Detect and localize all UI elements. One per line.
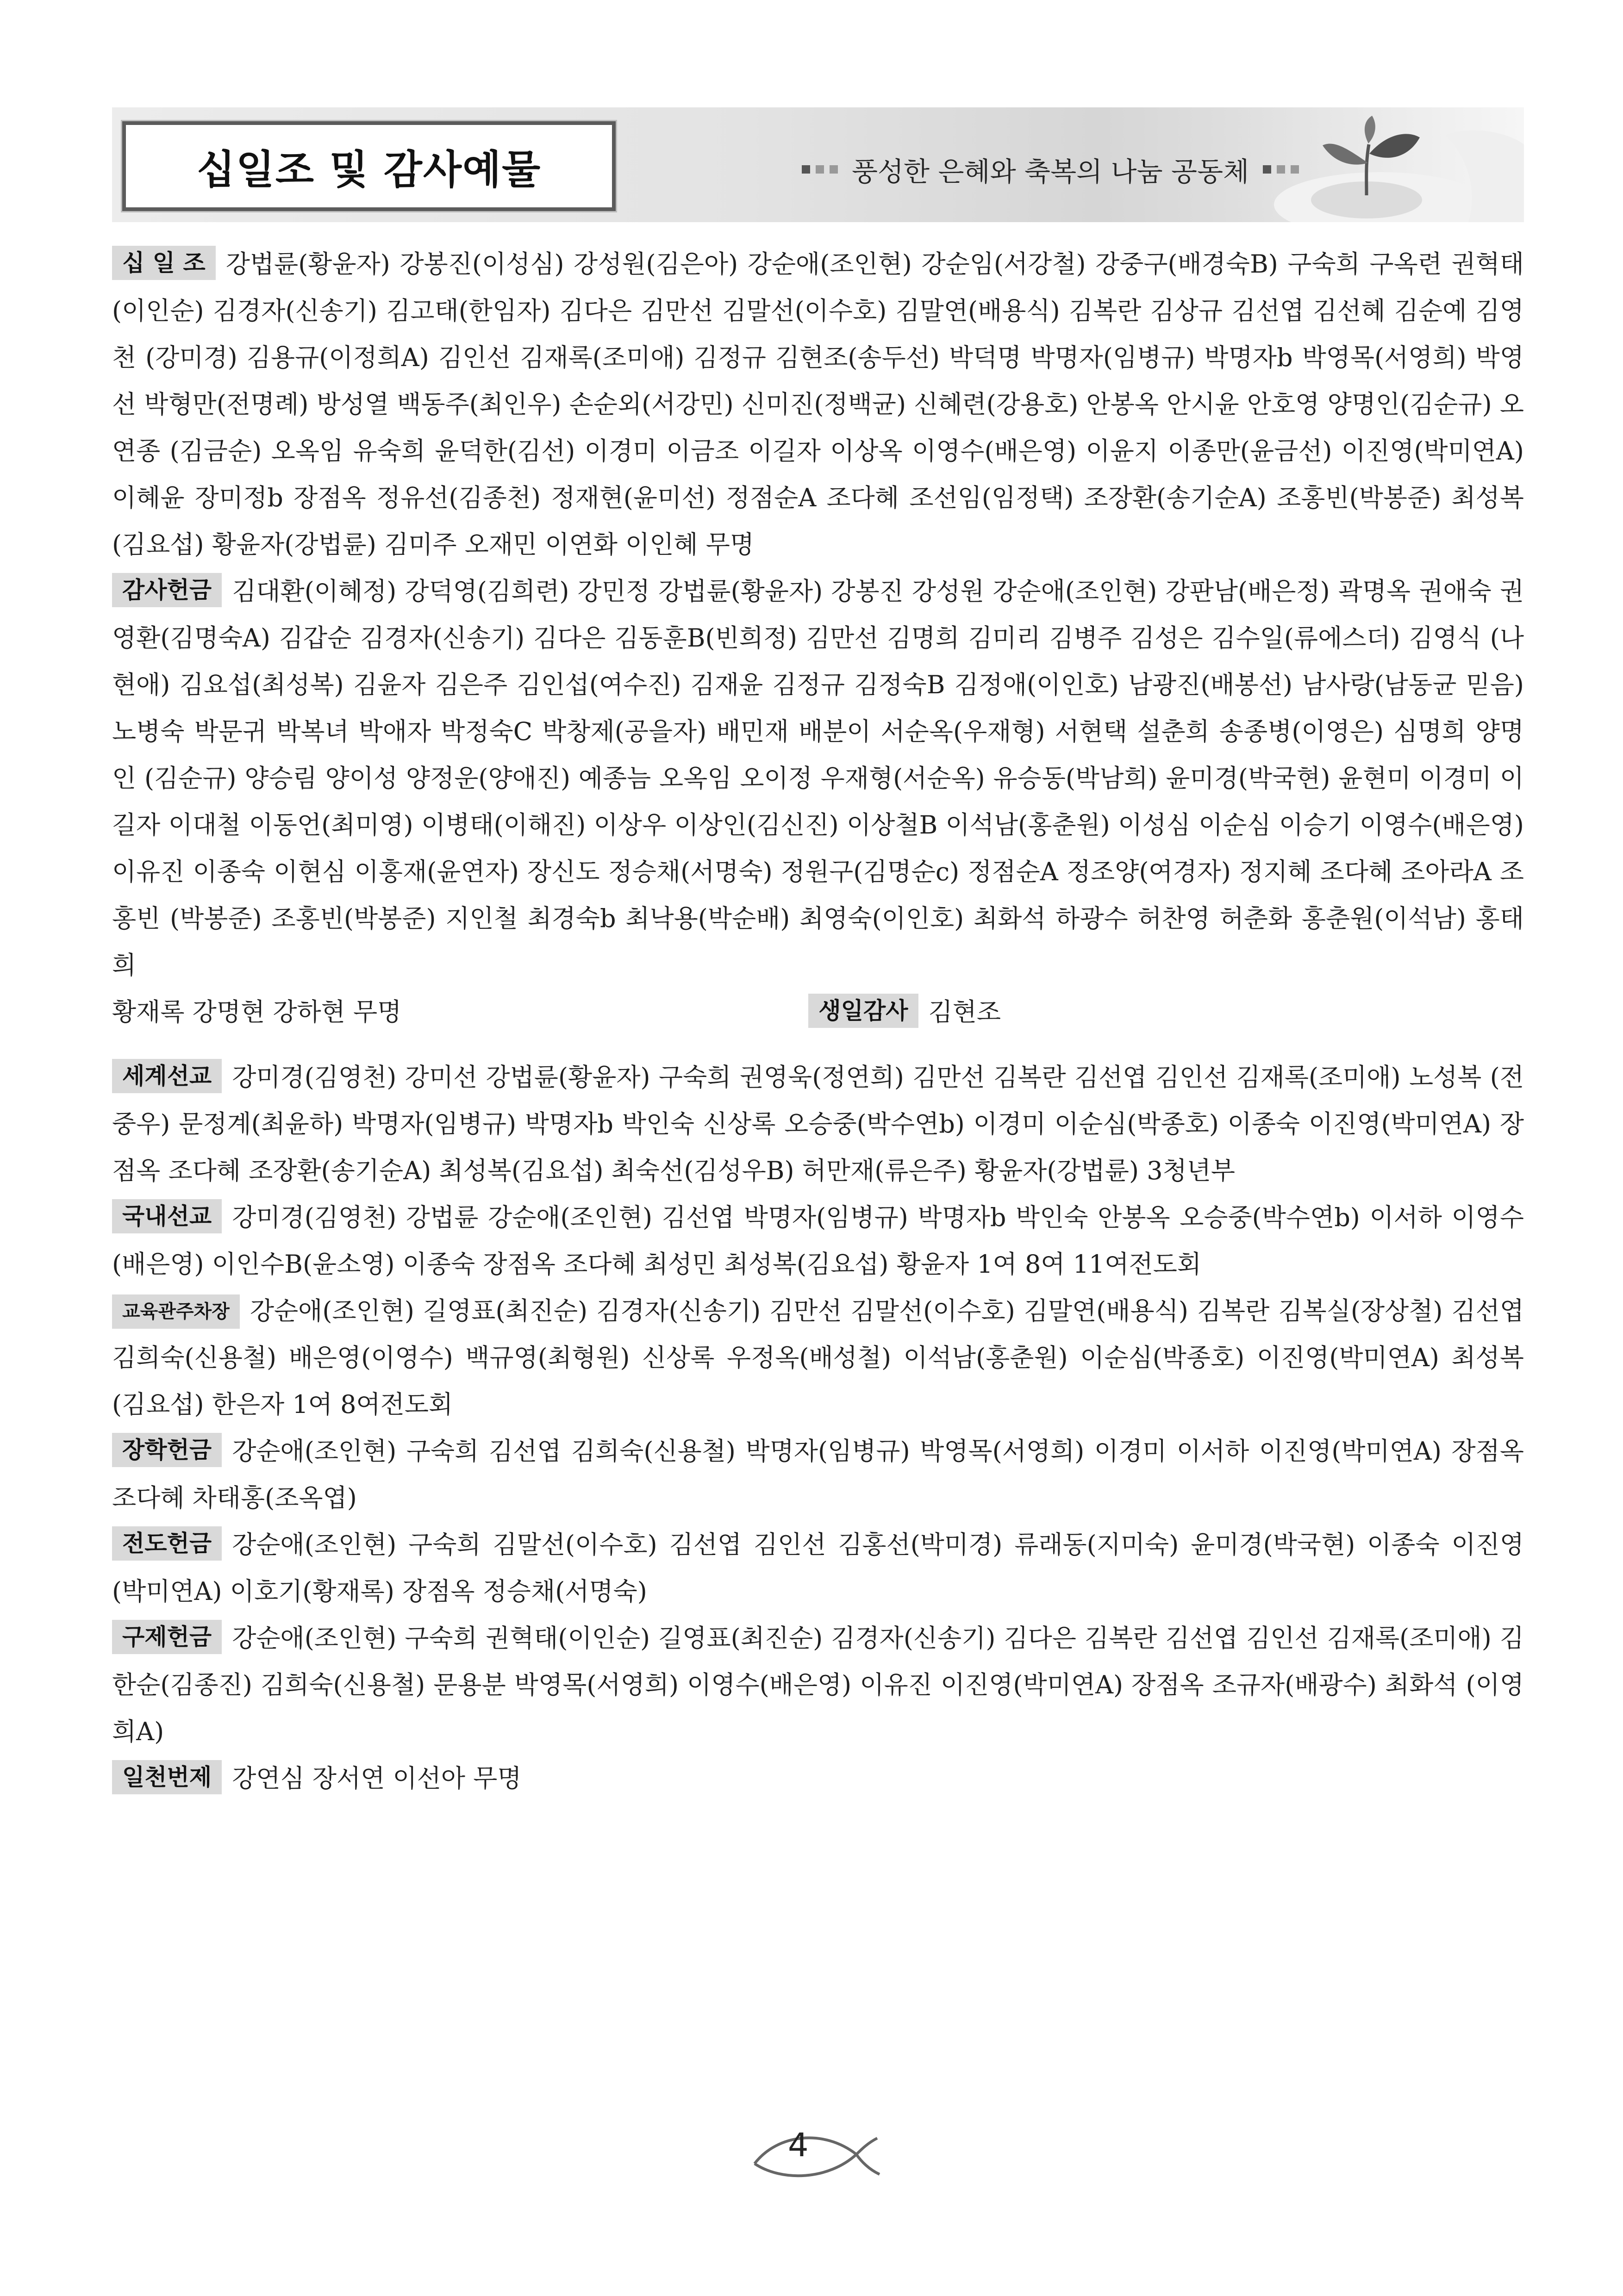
section-one-thousand-offering xyxy=(112,1755,1524,1802)
ichthys-fish-icon xyxy=(745,2120,884,2189)
section-names: 강순애(조인현) 길영표(최진순) 김경자(신송기) 김만선 김말선(이수호) 김말연(배용식) 김복란 김복실(장상철) 김선엽 김희숙(신용철) 배은영(이영수) 백규영(최형원) 신상록 우정옥(배성철) 이석남(홍춘원) 이순심(박종호) 이진영(박미연A) 최성복 (김요섭) 한은자 1여 8여전도회 xyxy=(112,1296,1524,1419)
section-label: 교육관주차장 xyxy=(112,1294,240,1329)
section-label: 구제헌금 xyxy=(112,1620,222,1654)
subtitle-row xyxy=(802,150,1299,189)
section-label: 생일감사 xyxy=(808,994,918,1028)
section-names: 강법륜(황윤자) 강봉진(이성심) 강성원(김은아) 강순애(조인현) 강순임(서강철) 강중구(배경숙B) 구숙희 구옥련 권혁태 (이인순) 김경자(신송기) 김고태(한임자) 김다은 김만선 김말선(이수호) 김말연(배용식) 김복란 김상규 김선엽 김선혜 김순예 김영천 (강미경) 김용규(이정희A) 김인선 김재록(조미애) 김정규 김현조(송두선) 박덕명 박명자(임병규) 박명자b 박영목(서영희) 박영선 박형만(전명례) 방성열 백동주(최인우) 손순외(서강민) 신미진(정백균) 신혜련(강용호) 안봉옥 안시윤 안호영 양명인(김순규) 오연종 (김금순) 오옥임 유숙희 윤덕한(김선) 이경미 이금조 이길자 이상옥 이영수(배은영) 이윤지 이종만(윤금선) 이진영(박미연A) 이혜윤 장미정b 장점옥 정유선(김종천) 정재현(윤미선) 정점순A 조다혜 조선임(임정택) 조장환(송기순A) 조홍빈(박봉준) 최성복(김요섭) 황윤자(강법륜) 김미주 오재민 이연화 이인혜 무명 xyxy=(112,249,1524,559)
offering-list xyxy=(112,241,1524,1802)
section-names: 황재록 강명현 강하현 무명 xyxy=(112,997,402,1027)
section-names: 김현조 xyxy=(928,997,1001,1027)
page-title: 십일조 및 감사예물 xyxy=(196,147,542,193)
section-names: 강연심 장서연 이선아 무명 xyxy=(232,1764,522,1793)
section-relief xyxy=(112,1615,1524,1755)
section-names: 강순애(조인현) 구숙희 권혁태(이인순) 길영표(최진순) 김경자(신송기) 김다은 김복란 김선엽 김인선 김재록(조미애) 김한순(김종진) 김희숙(신용철) 문용분 박영목(서영희) 이영수(배은영) 이유진 이진영(박미연A) 장점옥 조규자(배광수) 최화석 (이영희A) xyxy=(112,1624,1524,1746)
section-label: 감사헌금 xyxy=(112,573,222,607)
section-label: 일천번제 xyxy=(112,1760,222,1794)
title-box xyxy=(122,121,616,211)
section-world-mission xyxy=(112,1054,1524,1194)
section-evangelism xyxy=(112,1521,1524,1615)
section-scholarship xyxy=(112,1428,1524,1521)
section-label: 전도헌금 xyxy=(112,1526,222,1561)
section-label: 장학헌금 xyxy=(112,1433,222,1467)
section-thanks xyxy=(112,568,1524,989)
page-footer xyxy=(745,2120,884,2189)
section-names: 강미경(김영천) 강미선 강법륜(황윤자) 구숙희 권영욱(정연희) 김만선 김복란 김선엽 김인선 김재록(조미애) 노성복 (전중우) 문정계(최윤하) 박명자(임병규) 박명자b 박인숙 신상록 오승중(박수연b) 이경미 이순심(박종호) 이종숙 이진영(박미연A) 장점옥 조다혜 조장환(송기순A) 최성복(김요섭) 최숙선(김성우B) 허만재(류은주) 황윤자(강법륜) 3청년부 xyxy=(112,1063,1524,1185)
square-dots-icon xyxy=(802,165,838,174)
section-education-parking xyxy=(112,1288,1524,1428)
page-number: 4 xyxy=(788,2126,809,2164)
section-birthday xyxy=(808,989,1001,1035)
section-names: 강순애(조인현) 구숙희 김선엽 김희숙(신용철) 박명자(임병규) 박영목(서영희) 이경미 이서하 이진영(박미연A) 장점옥 조다혜 차태홍(조옥엽) xyxy=(112,1437,1524,1512)
page-header xyxy=(112,107,1524,222)
page-subtitle: 풍성한 은혜와 축복의 나눔 공동체 xyxy=(852,156,1249,187)
thanks-last-line-row xyxy=(112,989,1524,1035)
section-tithe xyxy=(112,241,1524,568)
section-names: 김대환(이혜정) 강덕영(김희련) 강민정 강법륜(황윤자) 강봉진 강성원 강순애(조인현) 강판남(배은정) 곽명옥 권애숙 권영환(김명숙A) 김갑순 김경자(신송기) 김다은 김동훈B(빈희정) 김만선 김명희 김미리 김병주 김성은 김수일(류에스더) 김영식 (나현애) 김요섭(최성복) 김윤자 김은주 김인섭(여수진) 김재윤 김정규 김정숙B 김정애(이인호) 남광진(배봉선) 남사랑(남동균 믿음) 노병숙 박문귀 박복녀 박애자 박정숙C 박창제(공을자) 배민재 배분이 서순옥(우재형) 서현택 설춘희 송종병(이영은) 심명희 양명인 (김순규) 양승림 양이성 양정운(양애진) 예종늠 오옥임 오이정 우재형(서순옥) 유승동(박남희) 윤미경(박국현) 윤현미 이경미 이길자 이대철 이동언(최미영) 이병태(이해진) 이상우 이상인(김신진) 이상철B 이석남(홍춘원) 이성심 이순심 이승기 이영수(배은영) 이유진 이종숙 이현심 이홍재(윤연자) 장신도 정승채(서명숙) 정원구(김명순c) 정점순A 정조양(여경자) 정지혜 조다혜 조아라A 조홍빈 (박봉준) 조홍빈(박봉준) 지인철 최경숙b 최낙용(박순배) 최영숙(이인호) 최화석 하광수 허찬영 허춘화 홍춘원(이석남) 홍태희 xyxy=(112,577,1524,980)
section-names: 강미경(김영천) 강법륜 강순애(조인현) 김선엽 박명자(임병규) 박명자b 박인숙 안봉옥 오승중(박수연b) 이서하 이영수 (배은영) 이인수B(윤소영) 이종숙 장점옥 조다혜 최성민 최성복(김요섭) 황윤자 1여 8여 11여전도회 xyxy=(112,1203,1524,1279)
section-names: 강순애(조인현) 구숙희 김말선(이수호) 김선엽 김인선 김홍선(박미경) 류래동(지미숙) 윤미경(박국현) 이종숙 이진영 (박미연A) 이호기(황재록) 장점옥 정승채(서명숙) xyxy=(112,1530,1524,1606)
section-label: 십 일 조 xyxy=(112,246,216,280)
section-domestic-mission xyxy=(112,1194,1524,1288)
section-label: 국내선교 xyxy=(112,1199,222,1233)
section-label: 세계선교 xyxy=(112,1059,222,1093)
square-dots-icon xyxy=(1263,165,1299,174)
